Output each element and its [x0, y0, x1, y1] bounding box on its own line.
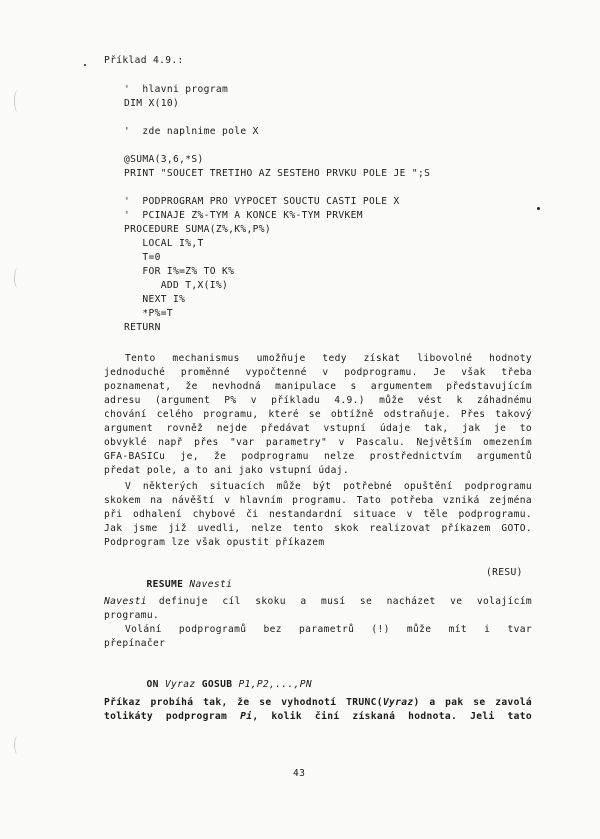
text-line: argument rovněž nejde předávat vstupní údaje tak, jak je to [104, 423, 532, 434]
code-line: ' zde naplnime pole X [124, 126, 259, 137]
resume-keyword: RESUME [146, 579, 184, 590]
text-line [104, 596, 532, 608]
code-line: T=0 [124, 252, 161, 263]
resume-argument: Navesti [189, 579, 233, 590]
term-pi: Pi [240, 711, 253, 722]
procedure-list: P1,P2,...,PN [238, 679, 312, 690]
code-line: FOR I%=Z% TO K% [124, 266, 235, 277]
text-line: chování celého programu, které se obtížně odstraňuje. Přes takový [104, 409, 532, 420]
text-line: poznamenat, že nevhodná manipulace s argumentem představujícím [104, 381, 532, 392]
gosub-keyword: GOSUB [201, 679, 233, 690]
text-line: předat pole, a to ani jako vstupní údaj. [104, 465, 350, 476]
code-line: ' hlavni program [124, 84, 229, 95]
term-vyraz: Vyraz [382, 697, 414, 708]
scan-dot [537, 207, 540, 210]
code-line: PRINT "SOUCET TRETIHO AZ SESTEHO PRVKU POLE JE ";S [124, 168, 431, 179]
text-line: programu. [104, 610, 160, 621]
text-line: obvyklé např přes "var parametry" v Pascalu. Největším omezením [104, 437, 532, 448]
code-line: @SUMA(3,6,*S) [124, 154, 204, 165]
code-line: LOCAL I%,T [124, 238, 204, 249]
text-span: tolikáty podprogram [104, 711, 241, 722]
text-line: Volání podprogramů bez parametrů (!) může mít i tvar [125, 624, 532, 635]
text-line: Tento mechanismus umožňuje tedy získat libovolné hodnoty [125, 353, 532, 364]
text-line [104, 711, 532, 723]
term-navesti: Navesti [104, 596, 147, 607]
text-span: Příkaz probíhá tak, že se vyhodnotí TRUNC( [104, 697, 383, 708]
scan-margin-arc [14, 90, 21, 112]
scan-dot [84, 64, 86, 66]
text-span: ) a pak se zavolá [413, 697, 532, 708]
text-line: adresu (argument P% v příkladu 4.9.) může vést k záhadnému [104, 395, 532, 406]
text-line [104, 697, 532, 709]
code-line: RETURN [124, 322, 161, 333]
on-keyword: ON [146, 679, 159, 690]
code-line: NEXT I% [124, 294, 186, 305]
code-line: ADD T,X(I%) [124, 280, 229, 291]
example-heading: Příklad 4.9.: [104, 55, 184, 66]
text-line: přepínačer [104, 638, 166, 649]
scan-margin-arc [14, 268, 21, 288]
text-span: definuje cíl skoku a musí se nacházet ve volajícím [158, 596, 532, 607]
text-line: při odhalení chybové či nestandardní situace v těle podprogramu. [104, 509, 532, 520]
page-number: 43 [293, 768, 306, 779]
code-line: ' PCINAJE Z%-TYM A KONCE K%-TYM PRVKEM [124, 210, 363, 221]
text-line: Podprogram lze však opustit příkazem [104, 537, 325, 548]
text-span: , kolik činí získaná hodnota. Jeli tato [252, 711, 532, 722]
text-line: V některých situacích může být potřebné opuštění podprogramu [125, 481, 532, 492]
text-line: GFA-BASICu je, že podprogramu nelze prostřednictvím argumentů [104, 451, 532, 462]
code-line: ' PODPROGRAM PRO VYPOCET SOUCTU CASTI POLE X [124, 196, 400, 207]
scan-margin-arc [14, 736, 21, 754]
text-line: skokem na návěští v hlavním programu. Tato potřeba vzniká zejména [104, 495, 532, 506]
expr-argument: Vyraz [164, 679, 196, 690]
resume-abbreviation: (RESU) [486, 567, 523, 578]
code-line: DIM X(10) [124, 98, 180, 109]
text-line: jednoduché proměnné vypočtenné v podprogramu. Je však třeba [104, 367, 532, 378]
text-line: Jak jsme již uvedli, nelze tento skok realizovat příkazem GOTO. [104, 523, 532, 534]
code-line: *P%=T [124, 308, 174, 319]
code-line: PROCEDURE SUMA(Z%,K%,P%) [124, 224, 272, 235]
